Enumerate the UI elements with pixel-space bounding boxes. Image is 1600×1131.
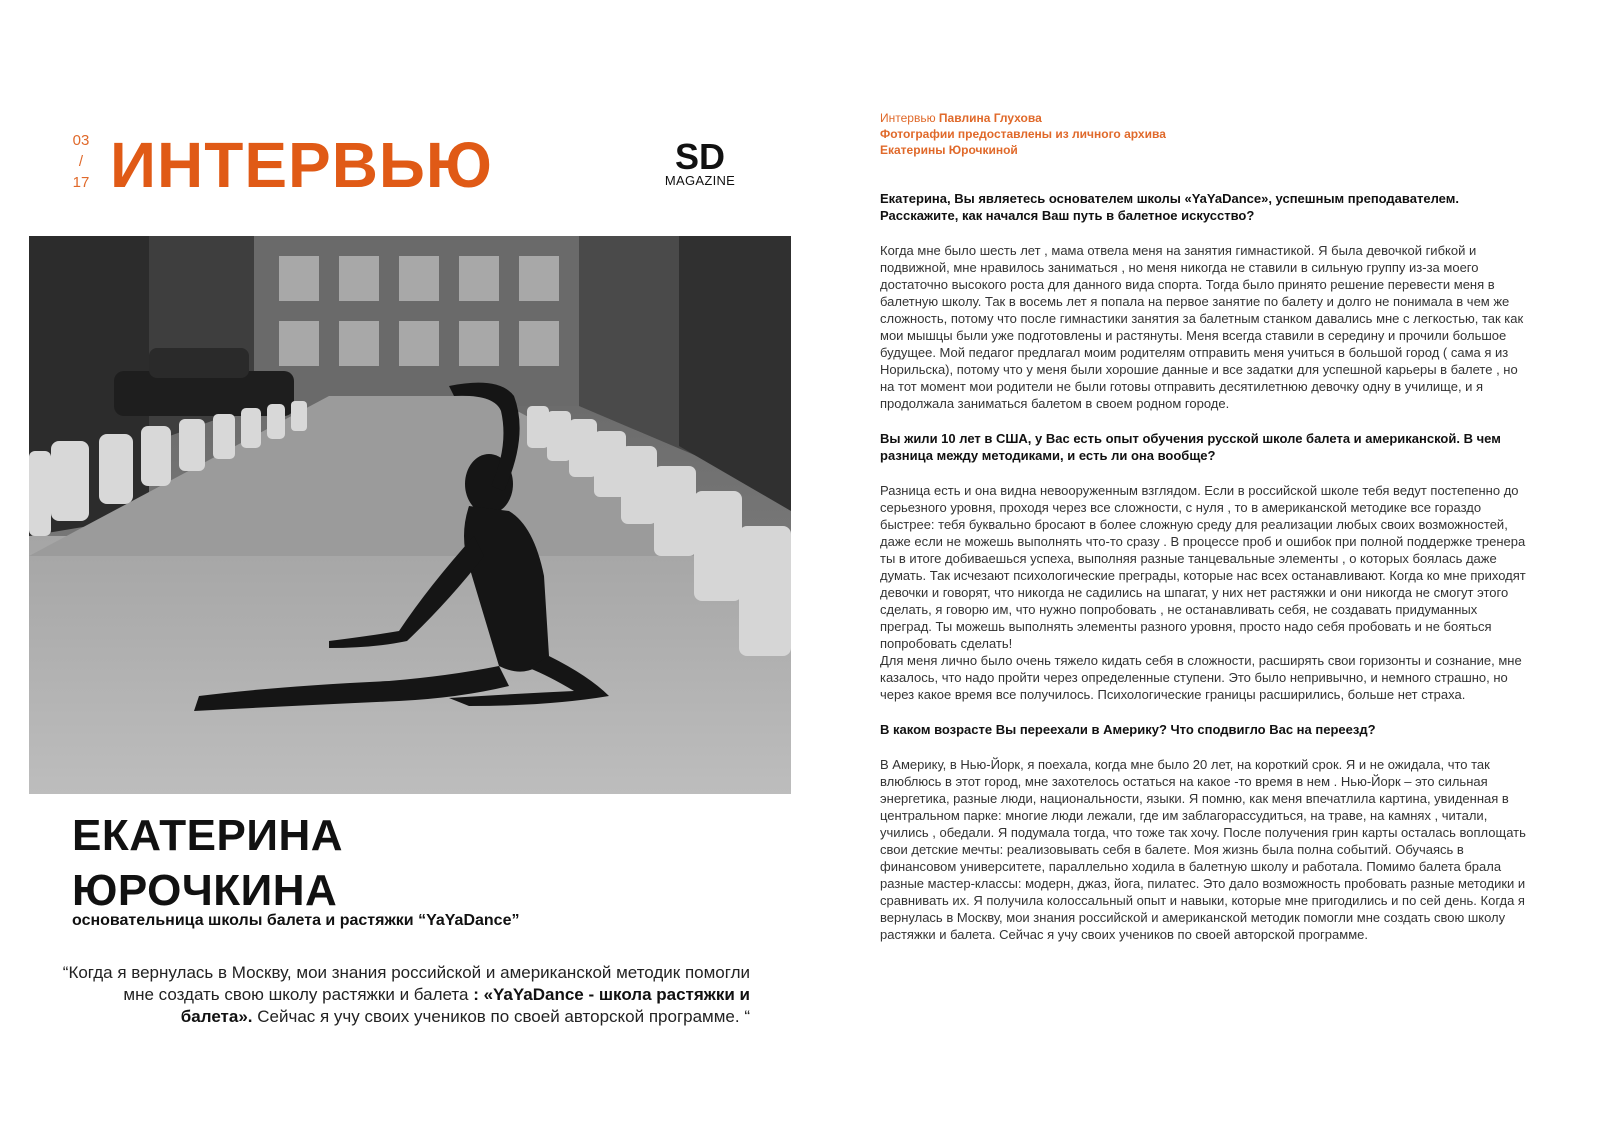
pull-quote — [60, 962, 750, 1028]
question-2: Вы жили 10 лет в США, у Вас есть опыт обучения русской школе балета и американской. В чем разница между методиками, и есть ли она вообще? — [880, 431, 1501, 463]
pull-quote-part2: Сейчас я учу своих учеников по своей авторской программе. “ — [252, 1007, 750, 1026]
issue-slash: / — [78, 153, 84, 170]
section-title: ИНТЕРВЬЮ — [110, 129, 493, 201]
credits-author: Павлина Глухова — [938, 111, 1042, 125]
pull-quote-part1: “Когда я вернулась в Москву, мои знания российской и американской методик помогли мне создать свою школу растяжки и балета — [62, 963, 750, 1004]
issue-number — [66, 130, 96, 193]
credits-prefix: Интервью — [880, 111, 939, 125]
answer-1: Когда мне было шесть лет , мама отвела меня на занятия гимнастикой. Я была девочкой гибкой и подвижной, мне нравилось заниматься , но меня никогда не ставили в сильную группу из-за моего достаточно высокого роста для данного вида спорта. Тогда было принято решение перевести меня в балетную школу. Так в восемь лет я попала на первое занятие по балету и долго не понимала в чем же сложность, потому что после гимнастики занятия за балетным станком давались мне с легкостью, так как мои мышцы были уже подготовлены и растянуты. Меня всегда ставили в середину и прочили большое будущее. Мой педагог предлагал моим родителям отправить меня учиться в большой город ( сама я из Норильска), потому что у меня были хорошие данные и все задатки для успешной карьеры в балете , но на тот момент мои родители не были готовы отправить десятилетнюю девочку одну в училище, и я продолжала заниматься балетом в своем родном городе. — [880, 243, 1524, 411]
pull-quote-bold: : «YaYaDance - школа растяжки и балета». — [180, 985, 750, 1026]
logo-sub: MAGAZINE — [664, 173, 736, 188]
credits-photo-line1: Фотографии предоставлены из личного архива — [880, 127, 1166, 141]
name-line-1: ЕКАТЕРИНА — [72, 811, 344, 860]
issue-year: 17 — [72, 174, 90, 191]
issue-number-value: 03 — [72, 132, 90, 149]
answer-2-paragraph-1: Разница есть и она видна невооруженным взглядом. Если в российской школе тебя ведут постепенно до серьезного уровня, проходя через все сложности, с нуля , то в американской методике все гораздо быстрее: тебя буквально бросают в более сложную среду для реализации любых своих возможностей, даже если не можешь выполнять что-то сразу . В процессе проб и ошибок при полной поддержке тренера ты в итоге добиваешься успеха, выполняя разные танцевальные элементы , о которых боялась даже думать. Так исчезают психологические преграды, которые нас всех останавливают. Когда ко мне приходят девочки и говорят, что никогда не садились на шпагат, у них нет растяжки и они никогда не смогут этого сделать, я говорю им, что нужно попробовать , не останавливать себя, не создавать придуманных преград. Ты можешь выполнять элементы разного уровня, просто надо себя пробовать и не бояться попробовать сделать! — [880, 483, 1526, 651]
credits-photo-line2: Екатерины Юрочкиной — [880, 143, 1018, 157]
question-3: В каком возрасте Вы переехали в Америку? Что сподвигло Вас на переезд? — [880, 722, 1376, 737]
interviewee-name — [72, 808, 343, 918]
magazine-logo — [660, 136, 740, 188]
article-body — [880, 190, 1530, 961]
name-line-2: ЮРОЧКИНА — [72, 866, 338, 915]
dancer-photo — [29, 236, 791, 794]
answer-3: В Америку, в Нью-Йорк, я поехала, когда мне было 20 лет, на короткий срок. Я и не ожидала, что так влюблюсь в этот город, мне захотелось остаться на какое -то время в нем . Нью-Йорк – это сильная энергетика, разные люди, национальности, языки. Я помню, как меня впечатлила картина, увиденная в центральном парке: многие люди лежали, где им заблагорассудиться, на траве, на камнях , читали, учились , обедали. Я подумала тогда, что тоже так хочу. После получения грин карты осталась воплощать свои детские мечты: реализовывать себя в балете. Моя жизнь была полна событий. Обучаясь в финансовом университете, параллельно ходила в балетную школу и работала. Помимо балета брала разные мастер-классы: модерн, джаз, йога, пилатес. Это дало возможность пробовать разные методики и сравнивать их. Я получила колоссальный опыт и навыки, которые мне пригодились и по сей день. Когда я вернулась в Москву, мои знания российской и американской методик помогли мне создать свою школу растяжки и балета. Сейчас я учу своих учеников по своей авторской программе. — [880, 757, 1526, 942]
logo-main: SD — [674, 136, 725, 177]
interviewee-role: основательница школы балета и растяжки “YaYaDance” — [72, 912, 520, 929]
dancer-photo-illustration — [29, 236, 791, 794]
answer-2-paragraph-2: Для меня лично было очень тяжело кидать себя в сложности, расширять свои горизонты и сознание, мне казалось, что надо пройти через определенные ступени. Это было непривычно, и немного страшно, но через какое время все получилось. Психологические границы расширились, больше нет страха. — [880, 653, 1522, 702]
question-1: Екатерина, Вы являетесь основателем школы «YaYaDance», успешным преподавателем. Расскажите, как начался Ваш путь в балетное искусство? — [880, 191, 1459, 223]
answer-2 — [880, 482, 1530, 703]
right-page — [800, 0, 1600, 1131]
article-credits — [880, 110, 1166, 158]
